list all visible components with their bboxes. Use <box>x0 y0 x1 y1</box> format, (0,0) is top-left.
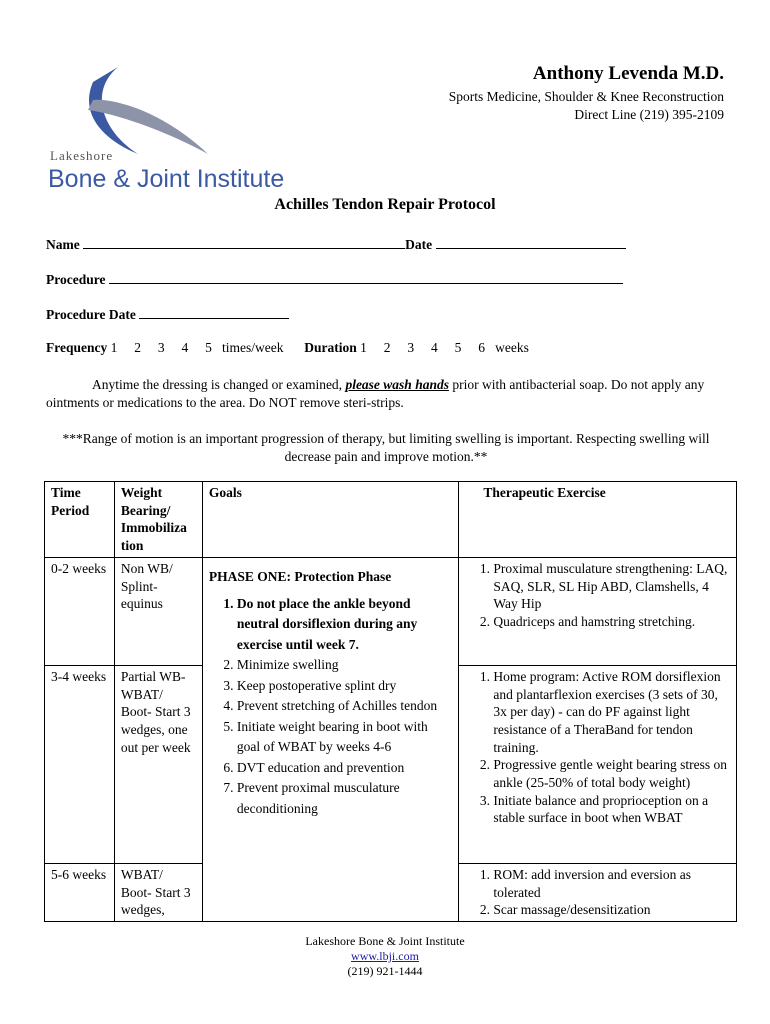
weight-bearing-cell: Partial WB- WBAT/ Boot- Start 3 wedges, one out per week <box>114 665 202 863</box>
frequency-options[interactable]: 1 2 3 4 5 times/week <box>110 340 284 355</box>
exercise-item: 2. Progressive gentle weight bearing stress on ankle (25-50% of total body weight) <box>493 756 730 791</box>
exercise-item: 1. ROM: add inversion and eversion as tolerated <box>493 866 730 901</box>
goals-cell <box>202 557 459 921</box>
name-field[interactable] <box>83 235 405 249</box>
exercise-item: 2. Quadriceps and hamstring stretching. <box>493 613 730 631</box>
weight-bearing-cell: Non WB/ Splint- equinus <box>114 557 202 665</box>
exercise-item: 1. Home program: Active ROM dorsiflexion and plantarflexion exercises (3 sets of 30, 3x per day) - can do PF against light resistance of a TheraBand for tendon training. <box>493 668 730 757</box>
weight-bearing-cell: WBAT/ Boot- Start 3 wedges, <box>114 863 202 921</box>
exercise-list <box>465 668 730 827</box>
dressing-note-text: Anytime the dressing is changed or examined, <box>92 377 343 392</box>
header-goals: Goals <box>202 482 459 558</box>
goal-item: 7. Prevent proximal musculature deconditioning <box>237 778 449 819</box>
svg-text:Lakeshore: Lakeshore <box>50 148 114 163</box>
procedure-field[interactable] <box>109 270 623 284</box>
exercise-cell <box>459 863 737 921</box>
period-cell: 3-4 weeks <box>45 665 115 863</box>
procedure-date-field[interactable] <box>139 305 289 319</box>
table-row <box>45 557 737 665</box>
goal-item: 4. Prevent stretching of Achilles tendon <box>237 696 449 717</box>
date-label: Date <box>405 237 433 252</box>
exercise-list <box>465 866 730 919</box>
period-cell: 5-6 weeks <box>45 863 115 921</box>
period-cell: 0-2 weeks <box>45 557 115 665</box>
exercise-item: 2. Scar massage/desensitization <box>493 901 730 919</box>
goal-item: 3. Keep postoperative splint dry <box>237 676 449 697</box>
exercise-item: 1. Proximal musculature strengthening: LAQ, SAQ, SLR, SL Hip ABD, Clamshells, 4 Way Hip <box>493 560 730 613</box>
procedure-row <box>46 270 623 288</box>
table-header-row <box>45 482 737 558</box>
doctor-specialty: Sports Medicine, Shoulder & Knee Reconstruction <box>448 89 724 104</box>
protocol-table <box>44 481 737 922</box>
duration-label: Duration <box>304 340 357 355</box>
goal-item: 6. DVT education and prevention <box>237 758 449 779</box>
name-date-row <box>46 235 626 253</box>
exercise-list <box>465 560 730 631</box>
goal-item: 1. Do not place the ankle beyond neutral dorsiflexion during any exercise until week 7. <box>237 594 449 656</box>
goal-item: 2. Minimize swelling <box>237 655 449 676</box>
document-title: Achilles Tendon Repair Protocol <box>274 196 496 213</box>
duration-options[interactable]: 1 2 3 4 5 6 weeks <box>360 340 529 355</box>
name-label: Name <box>46 237 80 252</box>
phase-title: PHASE ONE: Protection Phase <box>208 568 392 584</box>
frequency-label: Frequency <box>46 340 108 355</box>
wash-hands-emphasis: please wash hands <box>345 377 449 392</box>
exercise-cell <box>459 665 737 863</box>
procedure-label: Procedure <box>46 272 106 287</box>
procedure-date-label: Procedure Date <box>46 307 136 322</box>
header-weight-bearing: Weight Bearing/ Immobiliza tion <box>114 482 202 558</box>
goals-list <box>209 594 449 820</box>
footer-website-link[interactable]: www.lbji.com <box>351 949 419 963</box>
doctor-direct-line: Direct Line (219) 395-2109 <box>574 107 724 122</box>
footer-phone: (219) 921-1444 <box>347 964 423 978</box>
header-time-period: Time Period <box>45 482 115 558</box>
page-footer <box>0 934 770 979</box>
exercise-cell <box>459 557 737 665</box>
procedure-date-row <box>46 305 289 323</box>
doctor-name: Anthony Levenda M.D. <box>532 63 724 84</box>
logo-swoosh-icon <box>48 62 328 197</box>
date-field[interactable] <box>436 235 626 249</box>
svg-text:Bone & Joint Institute: Bone & Joint Institute <box>48 165 285 193</box>
frequency-duration-row <box>46 340 529 356</box>
footer-org: Lakeshore Bone & Joint Institute <box>305 934 465 948</box>
rom-note: ***Range of motion is an important progression of therapy, but limiting swelling is important. Respecting swelling will decrease pain and improve motion.** <box>62 431 710 464</box>
exercise-item: 3. Initiate balance and proprioception on a stable surface in boot when WBAT <box>493 792 730 827</box>
lakeshore-logo <box>48 62 328 197</box>
dressing-note <box>46 376 726 412</box>
dressing-note-text-end: prior with antibacterial soap. Do not apply any ointments or medications to the area. Do NOT remove steri-strips. <box>46 377 705 410</box>
goal-item: 5. Initiate weight bearing in boot with goal of WBAT by weeks 4-6 <box>237 717 449 758</box>
header-therapeutic-exercise: Therapeutic Exercise <box>459 482 737 558</box>
